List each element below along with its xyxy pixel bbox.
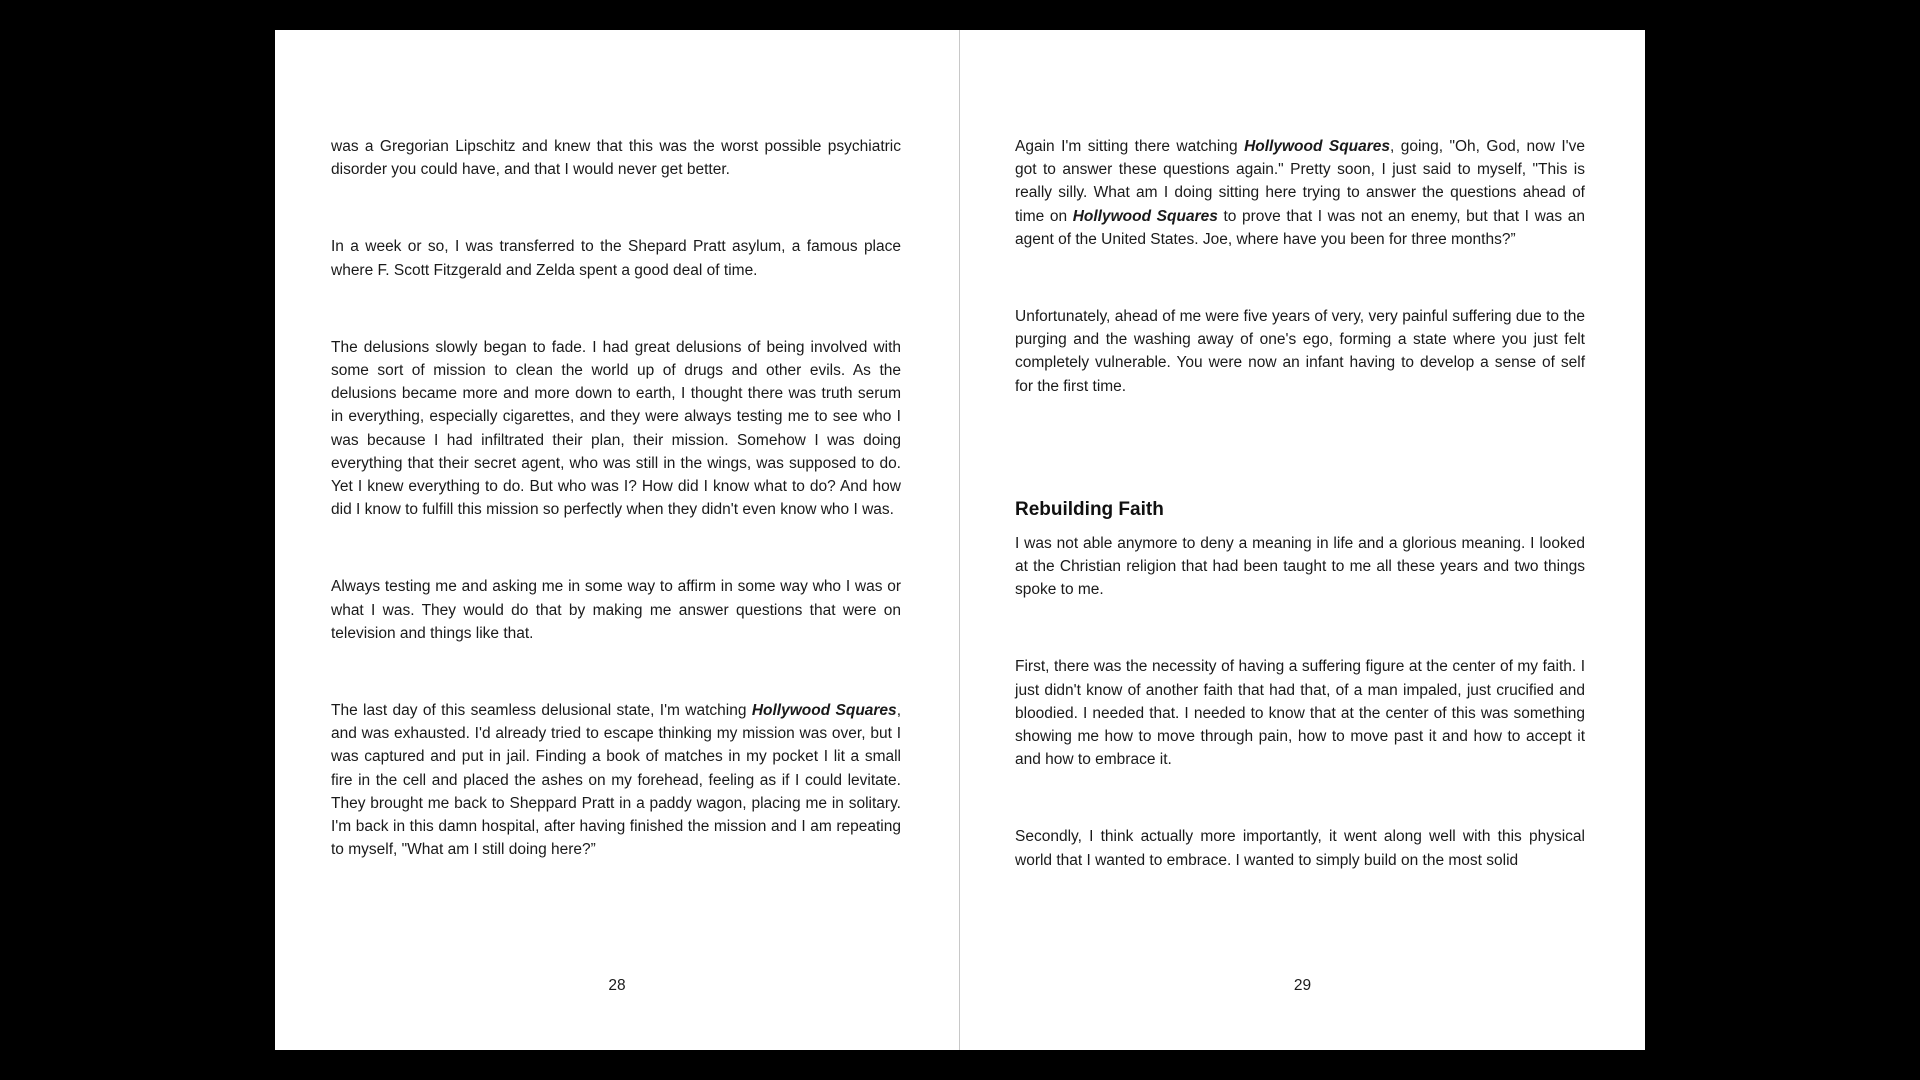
book-spread — [275, 30, 1645, 1050]
emphasized-title-text: Hollywood Squares — [1244, 138, 1391, 155]
paragraph-text: to prove that I was not an enemy, but that I was an agent of the United States. Joe, where have you been for three months?” — [1015, 207, 1585, 248]
paragraph-text: Secondly, I think actually more importantly, it went along well with this physical world that I wanted to embrace. I wanted to simply build on the most solid — [1015, 828, 1585, 869]
left-page-text — [331, 135, 901, 915]
paragraph-text: In a week or so, I was transferred to the Shepard Pratt asylum, a famous place where F. Scott Fitzgerald and Zelda spent a good deal of time. — [331, 238, 901, 279]
emphasized-title-text: Hollywood Squares — [751, 702, 897, 720]
paragraph-text: First, there was the necessity of having a suffering figure at the center of my faith. I just didn't know of another faith that had that, of a man impaled, just crucified and bloodied. I needed that. I needed to know that at the center of this was something showing me how to move through pain, how to move past it and how to accept it and how to embrace it. — [1015, 658, 1585, 769]
paragraph — [1015, 135, 1585, 251]
paragraph-text: Unfortunately, ahead of me were five years of very, very painful suffering due to the purging and the washing away of one's ego, forming a state where you just felt completely vulnerable. You were now an infant having to develop a sense of self for the first time. — [1015, 308, 1585, 395]
paragraph-text: , and was exhausted. I'd already tried to escape thinking my mission was over, but I was captured and put in jail. Finding a book of matches in my pocket I lit a small fire in the cell and placed the ashes on my forehead, feeling as if I could levitate. They brought me back to Sheppard Pratt in a paddy wagon, placing me in solitary. I'm back in this damn hospital, after having finished the mission and I am repeating to myself, "What am I still doing here?” — [331, 702, 901, 859]
right-page-text — [1015, 135, 1585, 926]
page-number-left: 28 — [608, 977, 626, 994]
right-page — [960, 30, 1645, 1050]
paragraph-text: Always testing me and asking me in some way to affirm in some way who I was or what I was. They would do that by making me answer questions that were on television and things like that. — [331, 578, 901, 642]
paragraph — [1015, 655, 1585, 771]
paragraph — [331, 336, 901, 522]
paragraph-text: , going, "Oh, God, now I've got to answer these questions again." Pretty soon, I just said to myself, "This is really silly. What am I doing sitting here trying to answer the questions ahead of time on — [1015, 138, 1585, 225]
paragraph-text: The delusions slowly began to fade. I had great delusions of being involved with some sort of mission to clean the world up of drugs and other evils. As the delusions became more and more down to earth, I thought there was truth serum in everything, especially cigarettes, and they were always testing me to see who I was because I had infiltrated their plan, their mission. Somehow I was doing everything that their secret agent, who was still in the wings, was supposed to do. Yet I knew everything to do. But who was I? How did I know what to do? And how did I know to fulfill this mission so perfectly when they didn't even know who I was. — [331, 338, 901, 519]
paragraph — [1015, 825, 1585, 871]
paragraph — [331, 699, 901, 861]
paragraph-text: The last day of this seamless delusional state, I'm watching — [331, 702, 752, 720]
paragraph — [331, 235, 901, 281]
paragraph — [331, 575, 901, 645]
page-number-right: 29 — [1293, 977, 1312, 994]
paragraph-text: I was not able anymore to deny a meaning in life and a glorious meaning. I looked at the Christian religion that had been taught to me all these years and two things spoke to me. — [1015, 534, 1585, 599]
paragraph — [1015, 532, 1585, 602]
paragraph — [1015, 305, 1585, 398]
section-gap — [1015, 398, 1585, 498]
emphasized-title-text: Hollywood Squares — [1072, 207, 1218, 225]
paragraph — [331, 135, 901, 181]
left-page — [275, 30, 960, 1050]
paragraph-text: Again I'm sitting there watching — [1015, 138, 1245, 155]
paragraph-text: was a Gregorian Lipschitz and knew that this was the worst possible psychiatric disorder you could have, and that I would never get better. — [331, 138, 901, 179]
section-heading: Rebuilding Faith — [1015, 498, 1164, 520]
